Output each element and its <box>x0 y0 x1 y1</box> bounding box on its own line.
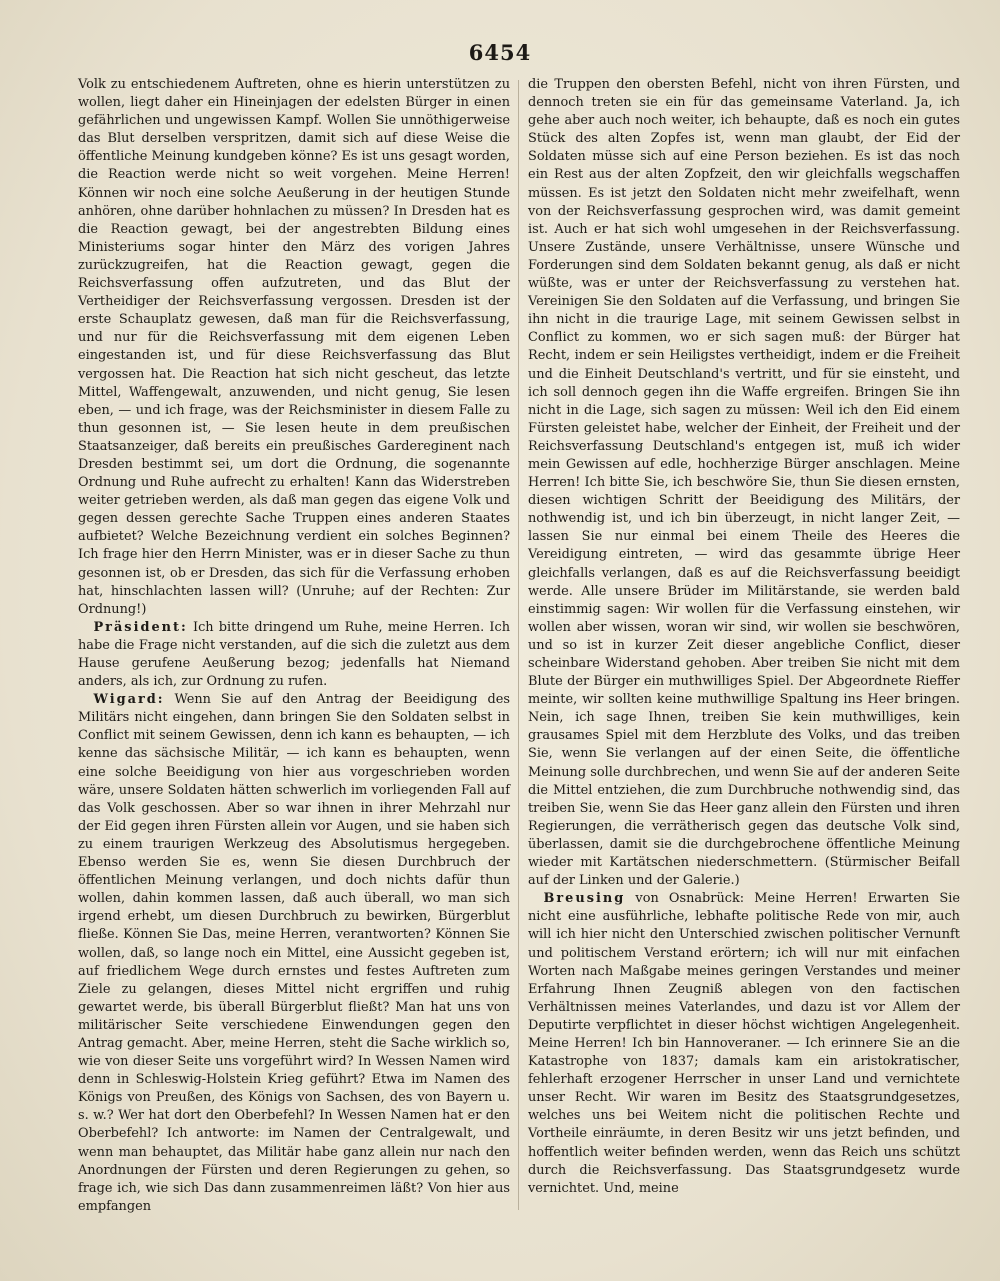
speech-text: Wenn Sie auf den Antrag der Beeidigung des Militärs nicht eingehen, dann bringen Sie den Soldaten selbst in Conflict mit seinem Gewissen, denn ich kann es behaupten, — ich kenne das sächsische Militär, — ich kann es behaupten, wenn eine solche Beeidigung von hier aus vorgeschrieben worden wäre, unsere Soldaten hätten schwerlich im vorliegenden Fall auf das Volk geschossen. Aber so war ihnen in ihrer Mehrzahl nur der Eid gegen ihren Fürsten allein vor Augen, und sie haben sich zu einem traurigen Werkzeug des Absolutismus hergegeben. Ebenso werden Sie es, wenn Sie diesen Durchbruch der öffentlichen Meinung verlangen, und doch nichts dafür thun wollen, dahin kommen lassen, daß auch überall, wo man sich irgend erhebt, um diesen Durchbruch zu bewirken, Bürgerblut fließe. Können Sie Das, meine Herren, verantworten? Können Sie wollen, daß, so lange noch ein Mittel, eine Aussicht gegeben ist, auf friedlichem Wege durch ernstes und festes Auftreten zum Ziele zu gelangen, dieses Mittel nicht ergriffen und ruhig gewartet werde, bis überall Bürgerblut fließt? Man hat uns von militärischer Seite verschiedene Einwendungen gegen den Antrag gemacht. Aber, meine Herren, steht die Sache wirklich so, wie von dieser Seite uns vorgeführt wird? In Wessen Namen wird denn in Schleswig-Holstein Krieg geführt? Etwa im Namen des Königs von Preußen, des Königs von Sachsen, des von Bayern u. s. w.? Wer hat dort den Oberbefehl? In Wessen Namen hat er den Oberbefehl? Ich antworte: im Namen der Centralgewalt, und wenn man behauptet, das Militär habe ganz allein nur nach den Anordnungen der Fürsten und deren Regierungen zu gehen, so frage ich, wie sich Das dann zusammenreimen läßt? Von hier aus empfangen <box>78 692 510 1214</box>
page-number: 6454 <box>468 40 532 65</box>
column-divider <box>518 80 519 1210</box>
left-column <box>78 76 510 1216</box>
speaker-name: Breusing <box>543 891 626 907</box>
speech-text: Ich bitte dringend um Ruhe, meine Herren. Ich habe die Frage nicht verstanden, auf die sich die zuletzt aus dem Hause gerufene Aeußerung bezog; jedenfalls hat Niemand anders, als ich, zur Ordnung zu rufen. <box>78 619 510 690</box>
paragraph-left-1: Volk zu entschiedenem Auftreten, ohne es hierin unterstützen zu wollen, liegt daher ein Hineinjagen der edelsten Bürger in einen gefährlichen und ungewissen Kampf. Wollen Sie unnöthigerweise das Blut derselben verspritzen, damit sich auf diese Weise die öffentliche Meinung kundgeben könne? Es ist uns gesagt worden, die Reaction werde nicht so weit vorgehen. Meine Herren! Können wir noch eine solche Aeußerung in der heutigen Stunde anhören, ohne darüber hohnlachen zu müssen? In Dresden hat es die Reaction gewagt, bei der angestrebten Bildung eines Ministeriums sogar hinter den März des vorigen Jahres zurückzugreifen, hat die Reaction gewagt, gegen die Reichsverfassung offen aufzutreten, und das Blut der Vertheidiger der Reichsverfassung vergossen. Dresden ist der erste Schauplatz gewesen, daß man für die Reichsverfassung, und nur für die Reichsverfassung mit dem eigenen Leben eingestanden ist, und für diese Reichsverfassung das Blut vergossen hat. Die Reaction hat sich nicht gescheut, das letzte Mittel, Waffengewalt, anzuwenden, und nicht genug, Sie lesen eben, — und ich frage, was der Reichsminister in diesem Falle zu thun gesonnen ist, — Sie lesen heute in dem preußischen Staatsanzeiger, daß bereits ein preußisches Gardereginent nach Dresden bestimmt sei, um dort die Ordnung, die sogenannte Ordnung und Ruhe aufrecht zu erhalten! Kann das Widerstreben weiter getrieben werden, als daß man gegen das eigene Volk und gegen dessen gerechte Sache Truppen eines anderen Staates aufbietet? Welche Bezeichnung verdient ein solches Beginnen? Ich frage hier den Herrn Minister, was er in dieser Sache zu thun gesonnen ist, ob er Dresden, das sich für die Verfassung erhoben hat, hinschlachten lassen will? (Unruhe; auf der Rechten: Zur Ordnung!) <box>78 77 510 617</box>
paragraph-right-1: die Truppen den obersten Befehl, nicht von ihren Fürsten, und dennoch treten sie ein für das gemeinsame Vaterland. Ja, ich gehe aber auch noch weiter, ich behaupte, daß es noch ein gutes Stück des alten Zopfes ist, wenn man glaubt, der Eid der Soldaten müsse sich auf eine Person beziehen. Es ist das noch ein Rest aus der alten Zopfzeit, den wir gleichfalls wegschaffen müssen. Es ist jetzt den Soldaten nicht mehr zweifelhaft, wenn von der Reichsverfassung gesprochen wird, was damit gemeint ist. Auch er hat sich wohl umgesehen in der Reichsverfassung. Unsere Zustände, unsere Verhältnisse, unsere Wünsche und Forderungen sind dem Soldaten bekannt genug, als daß er nicht wüßte, was er unter der Reichsverfassung zu verstehen hat. Vereinigen Sie den Soldaten auf die Verfassung, und bringen Sie ihn nicht in die traurige Lage, mit seinem Gewissen selbst in Conflict zu kommen, wo er sich sagen muß: der Bürger hat Recht, indem er sein Heiligstes vertheidigt, indem er die Freiheit und die Einheit Deutschland's vertritt, und für sie einsteht, und ich soll dennoch gegen ihn die Waffe ergreifen. Bringen Sie ihn nicht in die Lage, sich sagen zu müssen: Weil ich den Eid einem Fürsten geleistet habe, welcher der Einheit, der Freiheit und der Reichsverfassung Deutschland's entgegen ist, muß ich wider mein Gewissen auf edle, hochherzige Bürger anschlagen. Meine Herren! Ich bitte Sie, ich beschwöre Sie, thun Sie diesen ernsten, diesen wichtigen Schritt der Beeidigung des Militärs, der nothwendig ist, und ich bin überzeugt, in nicht langer Zeit, — lassen Sie nur einmal bei einem Theile des Heeres die Vereidigung eintreten, — wird das gesammte übrige Heer gleichfalls verlangen, daß es auf die Reichsverfassung beeidigt werde. Alle unsere Brüder im Militärstande, sie werden bald einstimmig sagen: Wir wollen für die Verfassung einstehen, wir wollen aber wissen, woran wir sind, wir wollen sie beschwören, und so ist in kurzer Zeit dieser angebliche Conflict, dieser scheinbare Widerstand gehoben. Aber treiben Sie nicht mit dem Blute der Bürger ein muthwilliges Spiel. Der Abgeordnete Rieffer meinte, wir sollten keine muthwillige Spaltung ins Heer bringen. Nein, ich sage Ihnen, treiben Sie kein muthwilliges, kein grausames Spiel mit dem Herzblute des Volks, und das treiben Sie, wenn Sie verlangen auf der einen Seite, die öffentliche Meinung solle durchbrechen, und wenn Sie auf der anderen Seite die Mittel entziehen, die zum Durchbruche nothwendig sind, das treiben Sie, wenn Sie das Heer ganz allein den Fürsten und ihren Regierungen, die verrätherisch gegen das deutsche Volk sind, überlassen, damit sie die durchgebrochene öffentliche Meinung wieder mit Kartätschen niederschmettern. (Stürmischer Beifall auf der Linken und der Galerie.) <box>528 77 960 889</box>
right-column <box>528 76 960 1198</box>
speech-text: von Osnabrück: Meine Herren! Erwarten Sie nicht eine ausführliche, lebhafte politische Rede von mir, auch will ich hier nicht den Unterschied zwischen politischer Vernunft und politischem Verstand erörtern; ich will nur mit einfachen Worten nach Maßgabe meines geringen Verstandes und meiner Erfahrung Ihnen Zeugniß ablegen von den factischen Verhältnissen meines Vaterlandes, und dazu ist vor Allem der Deputirte verpflichtet in dieser höchst wichtigen Angelegenheit. Meine Herren! Ich bin Hannoveraner. — Ich erinnere Sie an die Katastrophe von 1837; damals kam ein aristokratischer, fehlerhaft erzogener Herrscher in unser Land und vernichtete unser Recht. Wir waren im Besitz des Staatsgrundgesetzes, welches uns bei Weitem nicht die politischen Rechte und Vortheile einräumte, in deren Besitz wir uns jetzt befinden, und hoffentlich weiter befinden werden, wenn das Reich uns schützt durch die Reichsverfassung. Das Staatsgrundgesetz wurde vernichtet. Und, meine <box>528 891 960 1196</box>
paragraph-left-2 <box>78 619 510 691</box>
paragraph-right-2 <box>528 890 960 1198</box>
speaker-name: Präsident: <box>93 619 188 635</box>
paragraph-left-3 <box>78 691 510 1216</box>
speaker-name: Wigard: <box>93 692 165 708</box>
